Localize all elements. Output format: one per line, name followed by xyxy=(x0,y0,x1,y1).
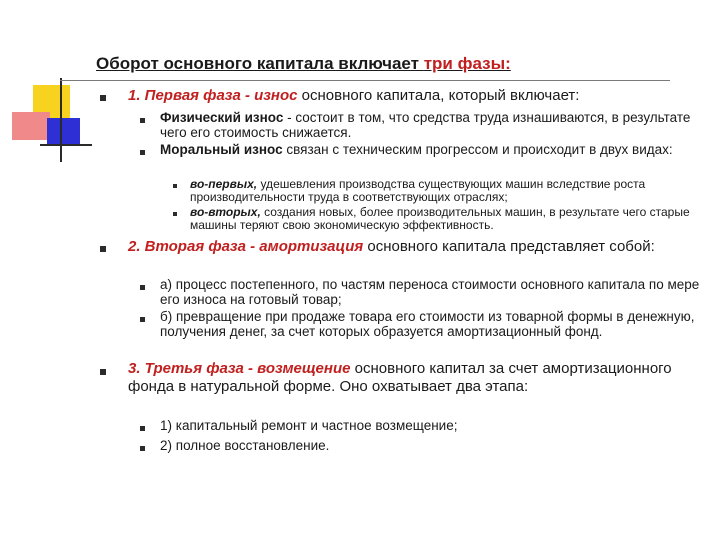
phase-2-sub-2: б) превращение при продаже товара его стоимости из товарной формы в денежную, получения денег, за счет которых образуется амортизационный фонд. xyxy=(160,309,695,339)
decor-blue-square xyxy=(47,118,80,146)
phase-1: 1. Первая фаза - износ основного капитала, который включает: xyxy=(128,87,580,104)
phase-1-sub-1: Физический износ - состоит в том, что средства труда изнашиваются, в результате чего его стоимость снижается. xyxy=(160,110,691,140)
bullet-icon xyxy=(140,446,145,451)
decor-top-rule xyxy=(60,80,670,81)
phase-3-sub-1: 1) капитальный ремонт и частное возмещение; xyxy=(160,418,458,433)
phase-3-sub-2: 2) полное восстановление. xyxy=(160,438,330,453)
phase-1-subsub-2: во-вторых, создания новых, более производительных машин, в результате чего старые машины теряют свою экономическую эффективность. xyxy=(190,205,690,232)
bullet-icon xyxy=(140,426,145,431)
bullet-icon xyxy=(140,118,145,123)
phase-2: 2. Вторая фаза - амортизация основного капитала представляет собой: xyxy=(128,238,655,255)
decor-red-square xyxy=(12,112,50,140)
bullet-icon xyxy=(140,150,145,155)
bullet-icon xyxy=(100,95,106,101)
bullet-icon xyxy=(173,212,177,216)
slide-title: Оборот основного капитала включает три фазы: xyxy=(96,54,511,73)
phase-3: 3. Третья фаза - возмещение основного капитал за счет амортизационного фонда в натуральной форме. Оно охватывает два этапа: xyxy=(128,360,672,395)
phase-1-subsub-1: во-первых, удешевления производства существующих машин вследствие роста производительности труда в соответствующих отраслях; xyxy=(190,177,646,204)
decor-vertical-line xyxy=(60,78,62,162)
bullet-icon xyxy=(140,285,145,290)
bullet-icon xyxy=(140,317,145,322)
phase-1-sub-2: Моральный износ связан с техническим прогрессом и происходит в двух видах: xyxy=(160,142,673,157)
bullet-icon xyxy=(100,369,106,375)
bullet-icon xyxy=(173,184,177,188)
decor-horizontal-line xyxy=(40,144,92,146)
bullet-icon xyxy=(100,246,106,252)
phase-2-sub-1: а) процесс постепенного, по частям переноса стоимости основного капитала по мере его износа на готовый товар; xyxy=(160,277,700,307)
